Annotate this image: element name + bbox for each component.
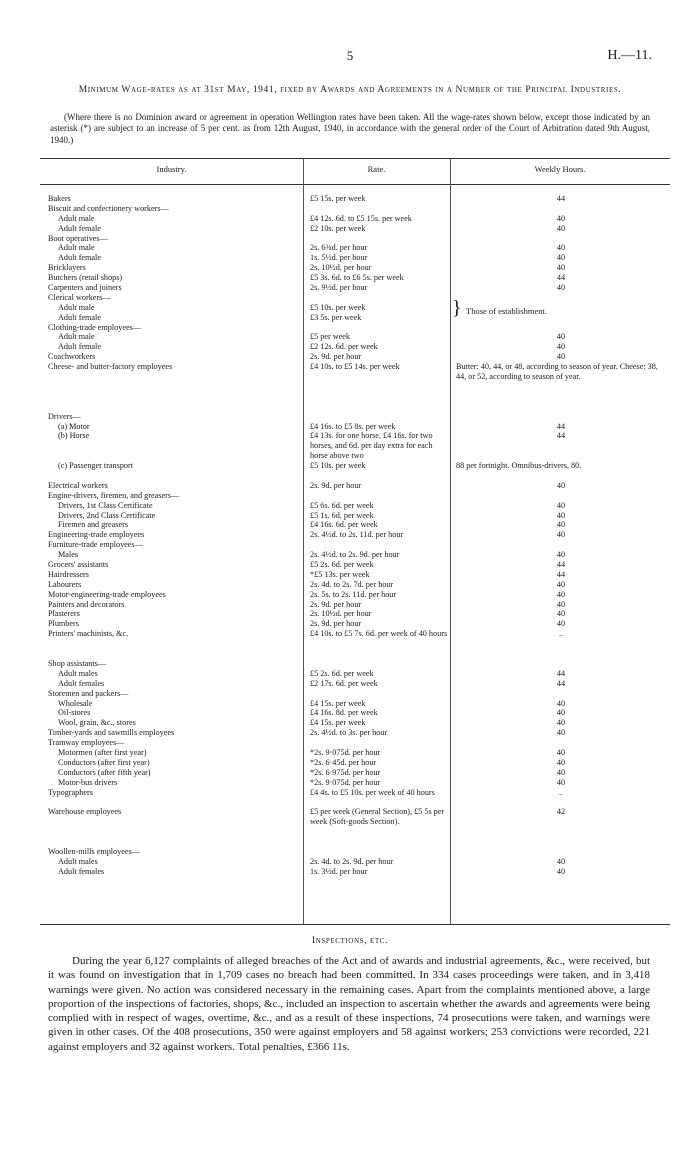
industry-cell: Electrical workers [48,480,108,490]
header-weekly-hours: Weekly Hours. [534,164,586,174]
industry-cell: Cheese- and butter-factory employees [48,362,173,372]
table-row [40,708,670,718]
rate-cell: £5 10s. per week [310,461,366,471]
table-row [40,807,670,837]
table-row [40,323,670,333]
hours-cell: .. [558,629,564,639]
rate-cell: 2s. 4d. to 2s. 9d. per hour [310,856,394,866]
industry-cell: Adult female [58,312,101,322]
industry-cell: Painters and decorators [48,599,125,609]
hours-cell: 40 [556,757,566,767]
rate-cell: £5 15s. per week [310,194,366,203]
rate-cell: £5 1s. 6d. per week [310,510,374,520]
industry-cell: Engineering-trade employees [48,530,145,540]
industry-cell: Adult female [58,223,101,233]
table-row [40,263,670,273]
industry-cell: Clothing-trade employees— [48,322,141,332]
industry-cell: Adult males [58,856,98,866]
table-row [40,619,670,629]
brace-symbol: } [452,296,462,319]
hours-cell: 40 [556,520,566,530]
hours-cell: 44 [556,431,566,441]
industry-cell: Adult male [58,243,95,253]
table-row [40,857,670,867]
clerical-hours-note: Those of establishment. [466,305,547,316]
table-row [40,788,670,808]
industry-cell: Adult female [58,253,101,263]
industry-cell: Shop assistants— [48,658,107,668]
table-row [40,580,670,590]
rate-cell: £4 16s. 6d. per week [310,520,378,530]
hours-cell: 40 [556,243,566,253]
rate-cell: 2s. 4d. to 2s. 7d. per hour [310,579,394,589]
hours-cell: 44 [556,678,566,688]
hours-cell: 40 [556,866,566,876]
hours-cell: 40 [556,263,566,273]
table-row [40,283,670,293]
table-row [40,412,670,422]
table-row [40,847,670,857]
rate-cell: *2s. 6·45d. per hour [310,757,377,767]
hours-cell: .. [558,787,564,797]
hours-cell: 40 [556,599,566,609]
rate-cell: £4 15s. per week [310,698,366,708]
hours-cell: 40 [556,342,566,352]
table-row [40,461,670,481]
rate-cell: £5 2s. 6d. per week [310,668,374,678]
hours-cell: 40 [556,332,566,342]
table-row [40,313,670,323]
rate-cell: 2s. 4½d. to 3s. per hour [310,728,388,738]
rate-cell: 2s. 4½d. to 2s. 11d. per hour [310,530,404,540]
industry-cell: Adult females [58,678,105,688]
industry-cell: Biscuit and confectionery workers— [48,203,169,213]
hours-cell: 44 [556,273,566,283]
table-row [40,609,670,619]
table-top-rule [40,158,670,159]
table-row [40,352,670,362]
industry-cell: Adult male [58,332,95,342]
hours-cell: 40 [556,747,566,757]
industry-cell: Furniture-trade employees— [48,540,143,550]
table-row [40,570,670,580]
industry-cell: Grocers' assistants [48,560,109,570]
rate-cell: 2s. 6¾d. per hour [310,243,368,253]
industry-cell: Storemen and packers— [48,688,129,698]
table-row [40,748,670,758]
rate-cell: £3 5s. per week [310,312,362,322]
hours-cell: 40 [556,253,566,263]
industry-cell: Plumbers [48,619,79,629]
table-row [40,204,670,214]
table-row [40,837,670,847]
table-row [40,768,670,778]
industry-cell: Coachworkers [48,352,96,362]
rate-cell: £4 10s. to £5 7s. 6d. per week of 40 hours [310,629,448,639]
rate-cell: 2s. 9½d. per hour [310,283,368,293]
rate-cell: £2 12s. 6d. per week [310,342,378,352]
rate-cell: £5 6s. 6d. per week [310,500,374,510]
hours-cell: 40 [556,579,566,589]
industry-cell: Plasterers [48,609,80,619]
hours-cell: 40 [556,352,566,362]
hours-cell: 40 [556,500,566,510]
industry-cell: Carpenters and joiners [48,283,122,293]
industry-cell: Butchers (retail shops) [48,273,123,283]
hours-cell: 40 [556,718,566,728]
hours-cell: 44 [556,560,566,570]
rate-cell: 2s. 10½d. per hour [310,263,372,273]
hours-cell: 44 [556,569,566,579]
page-number: 5 [346,48,354,63]
table-row [40,491,670,501]
rate-cell: 1s. 5½d. per hour [310,253,368,263]
rate-cell: £4 4s. to £5 10s. per week of 40 hours [310,787,435,797]
table-row [40,234,670,244]
table-row [40,431,670,461]
rate-cell: 2s. 9d. per hour [310,599,362,609]
table-header-rule [40,184,670,185]
table-row [40,679,670,689]
hours-cell: 40 [556,589,566,599]
hours-cell: 44 [556,194,566,203]
industry-cell: Drivers, 1st Class Certificate [58,500,153,510]
industry-cell: Timber-yards and sawmills employees [48,728,175,738]
rate-cell: £5 per week [310,332,351,342]
rate-cell: £4 16s. 8d. per week [310,708,378,718]
table-row [40,560,670,570]
hours-cell: 40 [556,550,566,560]
hours-cell: 40 [556,777,566,787]
rate-cell: *2s. 6·975d. per hour [310,767,381,777]
hours-cell: 40 [556,708,566,718]
table-row [40,669,670,679]
inspections-paragraph: During the year 6,127 complaints of alleged breaches of the Act and of awards and industrial agreements, &c., were received, but it was found on investigation that in 1,709 cases no breach had been committed. In 334 cases proceedings were taken, and in 3,418 warnings were given. No action was considered necessary in the remaining cases. Apart from the complaints mentioned above, a large proportion of the inspections of factories, shops, &c., included an inspection to ascertain whether the awards and agreements were being complied with in respect of wages, overtime, &c., and as a result of these inspections, 74 prosecutions were taken, and warnings were given in other cases. Of the 408 prosecutions, 350 were against employers and 58 against workers; 253 convictions were recorded, 221 against employers and 32 against workers. Total penalties, £366 11s. [48,955,650,1053]
industry-cell: Clerical workers— [48,292,111,302]
rate-cell: *£5 13s. per week [310,569,370,579]
rate-cell: £4 10s. to £5 14s. per week [310,362,400,372]
hours-cell: 40 [556,728,566,738]
hours-cell: 40 [556,698,566,708]
hours-cell: 40 [556,223,566,233]
header-industry: Industry. [156,164,187,174]
hours-cell: 40 [556,213,566,223]
industry-cell: Motormen (after first year) [58,747,147,757]
hours-cell: 40 [556,619,566,629]
wage-table [40,158,670,924]
industry-cell: Wool, grain, &c., stores [58,718,136,728]
table-row [40,194,670,204]
hours-cell: 40 [556,609,566,619]
industry-cell: Adult female [58,342,101,352]
table-row [40,738,670,748]
table-row [40,590,670,600]
table-row [40,530,670,540]
table-row [40,293,670,303]
rate-cell: 2s. 9d. per hour [310,352,362,362]
industry-cell: Wholesale [58,698,93,708]
rate-cell: 2s. 4½d. to 2s. 9d. per hour [310,550,400,560]
table-row [40,224,670,234]
table-row [40,758,670,768]
hours-cell: 44 [556,421,566,431]
rate-cell: £4 13s. for one horse, £4 16s. for two horses, and 6d. per day extra for each horse above two [310,431,433,461]
table-row [40,718,670,728]
rate-cell: £5 10s. per week [310,302,366,312]
table-row [40,728,670,738]
table-row [40,273,670,283]
rate-cell: £5 per week (General Section), £5 5s per week (Soft-goods Section). [310,807,445,827]
table-row [40,511,670,521]
table-row [40,699,670,709]
hours-cell: 40 [556,530,566,540]
table-row [40,214,670,224]
industry-cell: Engine-drivers, firemen, and greasers— [48,490,180,500]
table-row [40,243,670,253]
industry-cell: Drivers, 2nd Class Certificate [58,510,156,520]
rate-cell: £4 15s. per week [310,718,366,728]
industry-cell: Adult males [58,668,98,678]
hours-cell: 40 [556,283,566,293]
rate-cell: £5 2s. 6d. per week [310,560,374,570]
hours-cell: Butter: 40, 44, or 48, according to season of year. Cheese: 38, 44, or 52, according to season of year. [456,362,658,382]
table-row [40,659,670,669]
industry-cell: Motor-engineering-trade employees [48,589,166,599]
hours-cell: 40 [556,510,566,520]
rate-cell: £4 12s. 6d. to £5 15s. per week [310,213,412,223]
industry-cell: Conductors (after fifth year) [58,767,151,777]
document-code: H.—11. [607,48,652,63]
industry-cell: Adult male [58,213,95,223]
table-row [40,540,670,550]
industry-cell: Males [58,550,79,560]
rate-cell: *2s. 9·075d. per hour [310,777,381,787]
hours-cell: 88 per fortnight. Omnibus-drivers, 80. [456,461,582,471]
table-row [40,253,670,263]
industry-cell: Adult male [58,302,95,312]
table-row [40,600,670,610]
rate-cell: £2 17s. 6d. per week [310,678,378,688]
industry-cell: Labourers [48,579,82,589]
header-rate: Rate. [367,164,386,174]
table-row [40,332,670,342]
rate-cell: 1s. 3½d. per hour [310,866,368,876]
industry-cell: Woollen-mills employees— [48,846,140,856]
table-bottom-rule [40,924,670,925]
hours-cell: 44 [556,668,566,678]
industry-cell: Conductors (after first year) [58,757,150,767]
industry-cell: Typographers [48,787,93,797]
table-row [40,550,670,560]
page-header [48,48,652,70]
table-body [40,194,670,877]
industry-cell: (c) Passenger transport [58,461,134,471]
rate-cell: *2s. 9·075d. per hour [310,747,381,757]
hours-cell: 40 [556,767,566,777]
industry-cell: Bakers [48,194,71,203]
table-row [40,629,670,649]
table-row [40,867,670,877]
table-row [40,501,670,511]
industry-cell: Boot operatives— [48,233,108,243]
rate-cell: 2s. 10½d. per hour [310,609,372,619]
industry-cell: Hairdressers [48,569,89,579]
rate-cell: £5 3s. 6d. to £6 5s. per week [310,273,404,283]
table-row [40,422,670,432]
industry-cell: Firemen and greasers [58,520,129,530]
table-note: (Where there is no Dominion award or agreement in operation Wellington rates have been taken. All the wage-rates shown below, except those indicated by an asterisk (*) are subject to an increase of 5 per cent. as from 12th August, 1940, in accordance with the general order of the Court of Arbitration dated 9th August, 1940.) [50,112,650,145]
table-row [40,362,670,412]
rate-cell: 2s. 9d. per hour [310,619,362,629]
table-title: Minimum Wage-rates as at 31st May, 1941, fixed by Awards and Agreements in a Number of the Principal Industries. [78,85,622,95]
rate-cell: £4 16s. to £5 8s. per week [310,421,396,431]
industry-cell: Printers' machinists, &c. [48,629,129,639]
industry-cell: Warehouse employees [48,807,122,817]
hours-cell: 42 [556,807,566,817]
hours-cell: 40 [556,856,566,866]
industry-cell: Motor-bus drivers [58,777,118,787]
rate-cell: 2s. 5s. to 2s. 11d. per hour [310,589,397,599]
industry-cell: (b) Horse [58,431,90,441]
industry-cell: Oil-stores [58,708,91,718]
table-row [40,778,670,788]
industry-cell: Drivers— [48,411,81,421]
table-row [40,689,670,699]
table-row [40,520,670,530]
rate-cell: £2 10s. per week [310,223,366,233]
industry-cell: Adult females [58,866,105,876]
hours-cell: 40 [556,480,566,490]
table-row [40,342,670,352]
table-row [40,481,670,491]
industry-cell: Bricklayers [48,263,86,273]
section-heading: Inspections, etc. [311,936,389,946]
rate-cell: 2s. 9d. per hour [310,480,362,490]
industry-cell: (a) Motor [58,421,90,431]
industry-cell: Tramway employees— [48,738,125,748]
table-row [40,649,670,659]
